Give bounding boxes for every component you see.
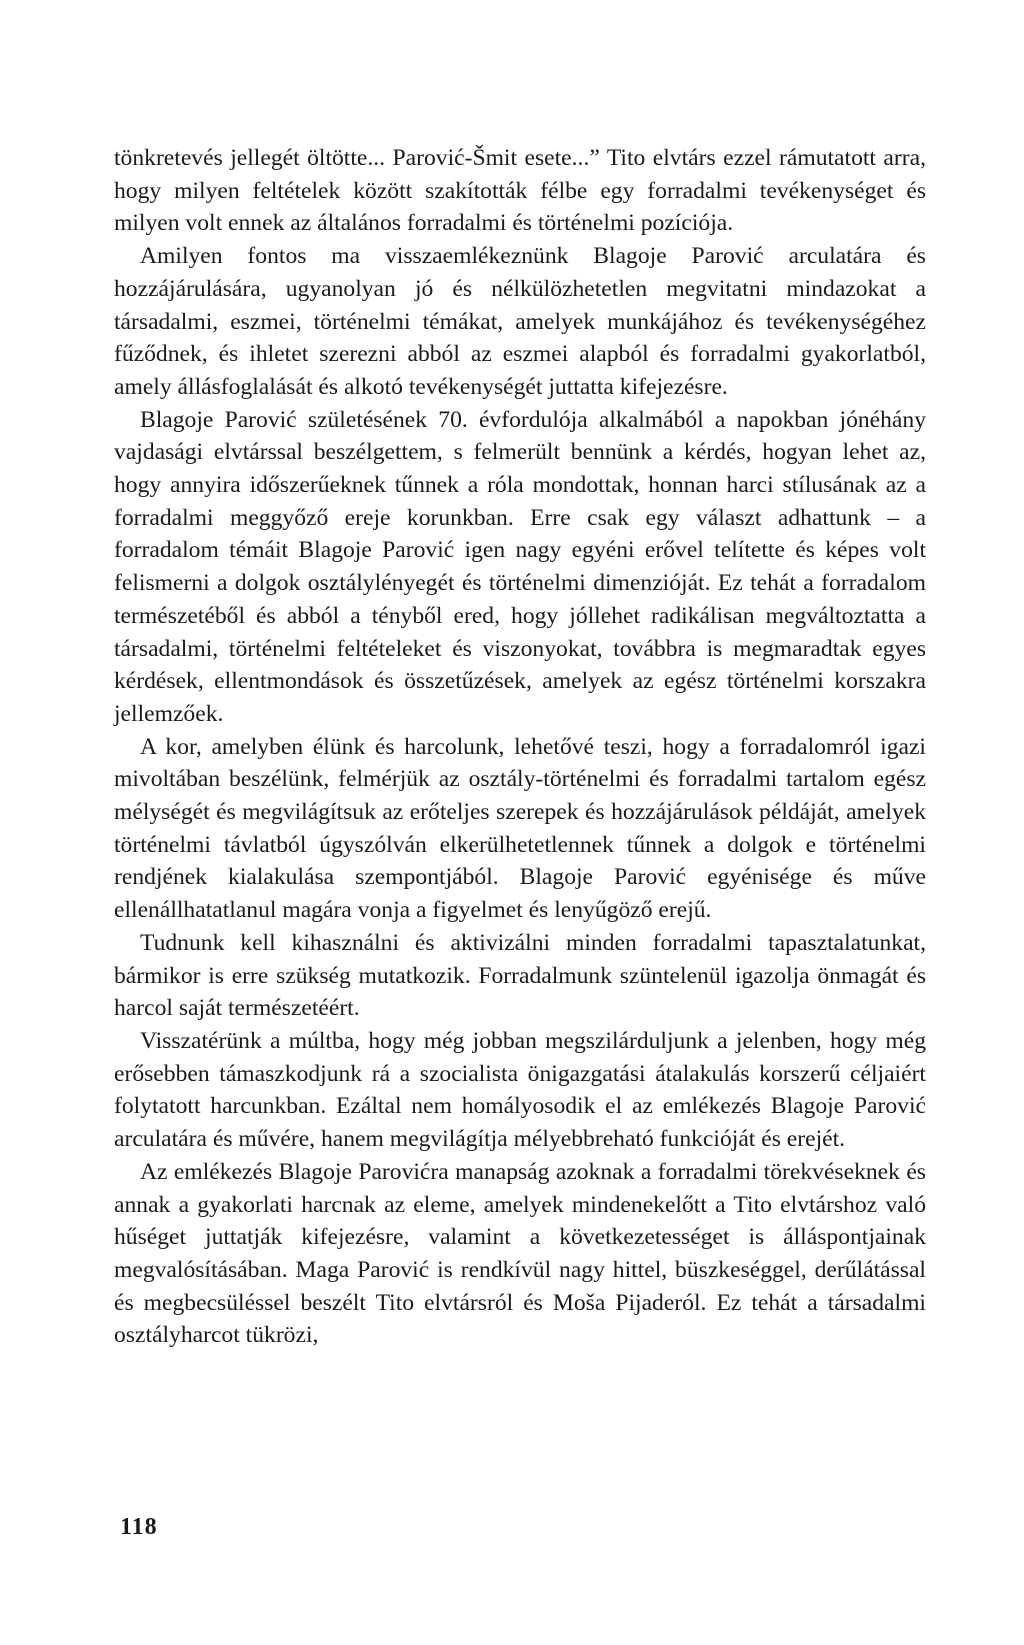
paragraph-2: Amilyen fontos ma visszaemlékeznünk Blagoje Parović arculatára és hozzájárulására, ugyanolyan jó és nélkülözhetetlen megvitatni mindazokat a társadalmi, eszmei, történelmi témákat, amelyek munkájához és tevékenységéhez fűződnek, és ihletet szerezni abból az eszmei alapból és forradalmi gyakorlatból, amely állásfoglalását és alkotó tevékenységét juttatta kifejezésre. [114,243,926,400]
paragraph-5: Tudnunk kell kihasználni és aktivizálni minden forradalmi tapasztalatunkat, bármikor is erre szükség mutatkozik. Forradalmunk szüntelenül igazolja önmagát és harcol saját természetéért. [114,929,926,1022]
paragraph-1: tönkretevés jellegét öltötte... Parović-Šmit esete...” Tito elvtárs ezzel rámutatott arra, hogy milyen feltételek között szakították félbe egy forradalmi tevékenységet és milyen volt ennek az általános forradalmi és történelmi pozíciója. [114,145,926,237]
paragraph-4: A kor, amelyben élünk és harcolunk, lehetővé teszi, hogy a forradalomról igazi mivoltában beszélünk, felmérjük az osztály-történelmi és forradalmi tartalom egész mélységét és megvilágítsuk az erőteljes szerepek és hozzájárulások példáját, amelyek történelmi távlatból úgyszólván elkerülhetetlennek tűnnek a dolgok e történelmi rendjének kialakulása szempontjából. Blagoje Parović egyénisége és műve ellenállhatatlanul magára vonja a figyelmet és lenyűgöző erejű. [114,733,926,924]
paragraph-6: Visszatérünk a múltba, hogy még jobban megszilárduljunk a jelenben, hogy még erősebben támaszkodjunk rá a szocialista önigazgatási átalakulás korszerű céljaiért folytatott harcunkban. Ezáltal nem homályosodik el az emlékezés Blagoje Parović arculatára és művére, hanem megvilágítja mélyebbreható funkcióját és erejét. [114,1027,926,1153]
page-number: 118 [120,1514,158,1540]
paragraph-3: Blagoje Parović születésének 70. évfordulója alkalmából a napokban jónéhány vajdasági elvtárssal beszélgettem, s felmerült bennünk a kérdés, hogyan lehet az, hogy annyira időszerűeknek tűnnek a róla mondottak, honnan harci stílusának az a forradalmi meggyőző ereje korunkban. Erre csak egy választ adhattunk – a forradalom témáit Blagoje Parović igen nagy egyéni erővel telítette és képes volt felismerni a dolgok osztálylényegét és történelmi dimenzióját. Ez tehát a forradalom természetéből és abból a tényből ered, hogy jóllehet radikálisan megváltoztatta a társadalmi, történelmi feltételeket és viszonyokat, továbbra is megmaradtak egyes kérdések, ellentmondások és összetűzések, amelyek az egész történelmi korszakra jellemzőek. [114,406,926,727]
page-body [114,142,926,1352]
paragraph-7: Az emlékezés Blagoje Parovićra manapság azoknak a forradalmi törekvéseknek és annak a gyakorlati harcnak az eleme, amelyek mindenekelőtt a Tito elvtárshoz való hűséget juttatják kifejezésre, valamint a következetességet is álláspontjainak megvalósításában. Maga Parović is rendkívül nagy hittel, büszkeséggel, derűlátással és megbecsüléssel beszélt Tito elvtársról és Moša Pijaderól. Ez tehát a társadalmi osztályharcot tükrözi, [114,1158,926,1349]
